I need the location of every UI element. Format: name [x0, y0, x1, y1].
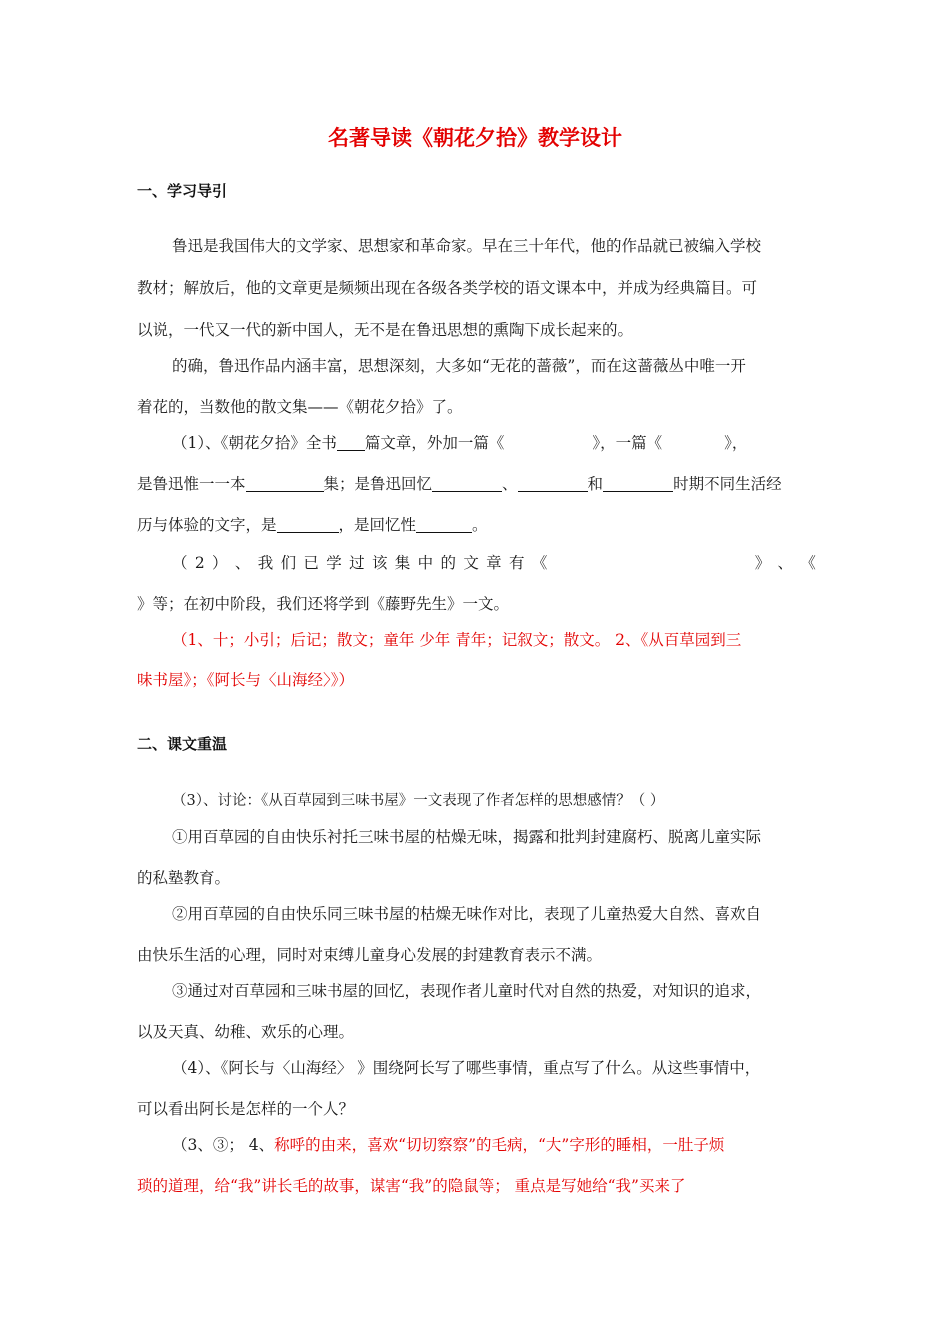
document-title: 名著导读《朝花夕拾》教学设计: [328, 126, 622, 150]
q2-char: 《: [800, 554, 816, 572]
question-4-line: （4）、《阿长与〈山海经〉 》围绕阿长写了哪些事情，重点写了什么。从这些事情中，: [172, 1059, 761, 1077]
option-line: ③通过对百草园和三味书屋的回忆，表现作者儿童时代对自然的热爱，对知识的追求，: [172, 982, 762, 1000]
q1-text: ，是回忆性: [338, 516, 417, 534]
q2-char: 的: [440, 554, 456, 572]
q2-char: 章: [486, 554, 502, 572]
q2-char: 、: [777, 554, 794, 572]
q1-text: 集；是鲁迅回忆: [323, 475, 433, 493]
q2-char: 集: [394, 554, 411, 572]
option-line: 以及天真、幼稚、欢乐的心理。: [137, 1023, 355, 1041]
question-1-line: [172, 432, 812, 454]
option-line: ②用百草园的自由快乐同三味书屋的枯燥无味作对比，表现了儿童热爱大自然、喜欢自: [172, 905, 762, 923]
answer-line: 味书屋》；《阿长与〈山海经〉》）: [137, 671, 355, 689]
paragraph-line: 以说，一代又一代的新中国人，无不是在鲁迅思想的熏陶下成长起来的。: [137, 321, 634, 339]
answer-line: 琐的道理，给“我”讲长毛的故事，谋害“我”的隐鼠等； 重点是写她给“我”买来了: [137, 1177, 686, 1195]
answer-line: [172, 1134, 852, 1156]
q1-text: 篇文章，外加一篇《: [364, 434, 505, 452]
q1-text: （1）、《朝花夕拾》全书: [172, 434, 337, 452]
q2-char: 《: [531, 554, 548, 572]
q1-text: 历与体验的文字，是: [137, 516, 277, 534]
blank-field[interactable]: [277, 516, 339, 533]
section-heading-review: 二、课文重温: [137, 735, 228, 753]
question-3-line: （3）、讨论：《从百草园到三味书屋》一文表现了作者怎样的思想感情？（ ）: [172, 793, 665, 809]
answer-text: 称呼的由来，喜欢“切切察察”的毛病，“大”字形的睡相，一肚子烦: [274, 1136, 725, 1154]
question-1-line: [137, 514, 817, 536]
paragraph-line: 的确，鲁迅作品内涵丰富，思想深刻，大多如“无花的蔷薇”，而在这蔷薇丛中唯一开: [172, 357, 746, 375]
q2-char: 中: [417, 554, 434, 572]
paragraph-line: 教材；解放后，他的文章更是频频出现在各级各类学校的语文课本中，并成为经典篇目。可: [137, 279, 758, 297]
blank-field[interactable]: [518, 475, 588, 492]
blank-field[interactable]: [337, 434, 365, 451]
q2-char: 、: [234, 554, 251, 572]
q2-char: 们: [280, 554, 297, 572]
q2-char: ）: [212, 554, 228, 572]
q2-char: （: [172, 554, 188, 572]
paragraph-line: 鲁迅是我国伟大的文学家、思想家和革命家。早在三十年代，他的作品就已被编入学校: [172, 237, 762, 255]
section-heading-guide: 一、学习导引: [137, 182, 228, 200]
option-line: ①用百草园的自由快乐衬托三味书屋的枯燥无味，揭露和批判封建腐朽、脱离儿童实际: [172, 828, 762, 846]
question-2-line: [172, 552, 816, 574]
blank-field[interactable]: [603, 475, 673, 492]
q2-char: 该: [371, 554, 388, 572]
q2-char: 已: [303, 554, 319, 572]
q1-text: 、: [502, 475, 518, 493]
blank-field[interactable]: [432, 475, 502, 492]
question-2-line: 》等；在初中阶段，我们还将学到《藤野先生》一文。: [137, 595, 510, 613]
question-4-line: 可以看出阿长是怎样的一个人？: [137, 1100, 355, 1118]
answer-line: （1、十；小引；后记；散文；童年 少年 青年；记叙文；散文。 2、《从百草园到三: [172, 631, 742, 649]
q2-char: 我: [257, 554, 274, 572]
option-line: 的私塾教育。: [137, 869, 231, 887]
q2-char: 有: [509, 554, 525, 572]
paragraph-line: 着花的，当数他的散文集——《朝花夕拾》了。: [137, 398, 463, 416]
blank-field[interactable]: [416, 516, 472, 533]
q1-text: 时期不同生活经: [673, 475, 782, 493]
q2-char: 》: [754, 554, 771, 572]
q2-char: 2: [194, 554, 205, 572]
q1-text: 。: [472, 516, 488, 534]
q1-text: 》，: [724, 434, 748, 452]
q1-text: 是鲁迅惟一一本: [137, 475, 246, 493]
q2-char: 学: [326, 554, 342, 572]
q1-text: 和: [587, 475, 604, 493]
q1-text: 》，一篇《: [592, 434, 663, 452]
q2-char: 文: [463, 554, 479, 572]
blank-field[interactable]: [246, 475, 324, 492]
option-line: 由快乐生活的心理，同时对束缚儿童身心发展的封建教育表示不满。: [137, 946, 603, 964]
question-1-line: [137, 473, 817, 495]
answer-prefix: （3、③； 4、: [172, 1136, 275, 1154]
q2-char: 过: [349, 554, 365, 572]
